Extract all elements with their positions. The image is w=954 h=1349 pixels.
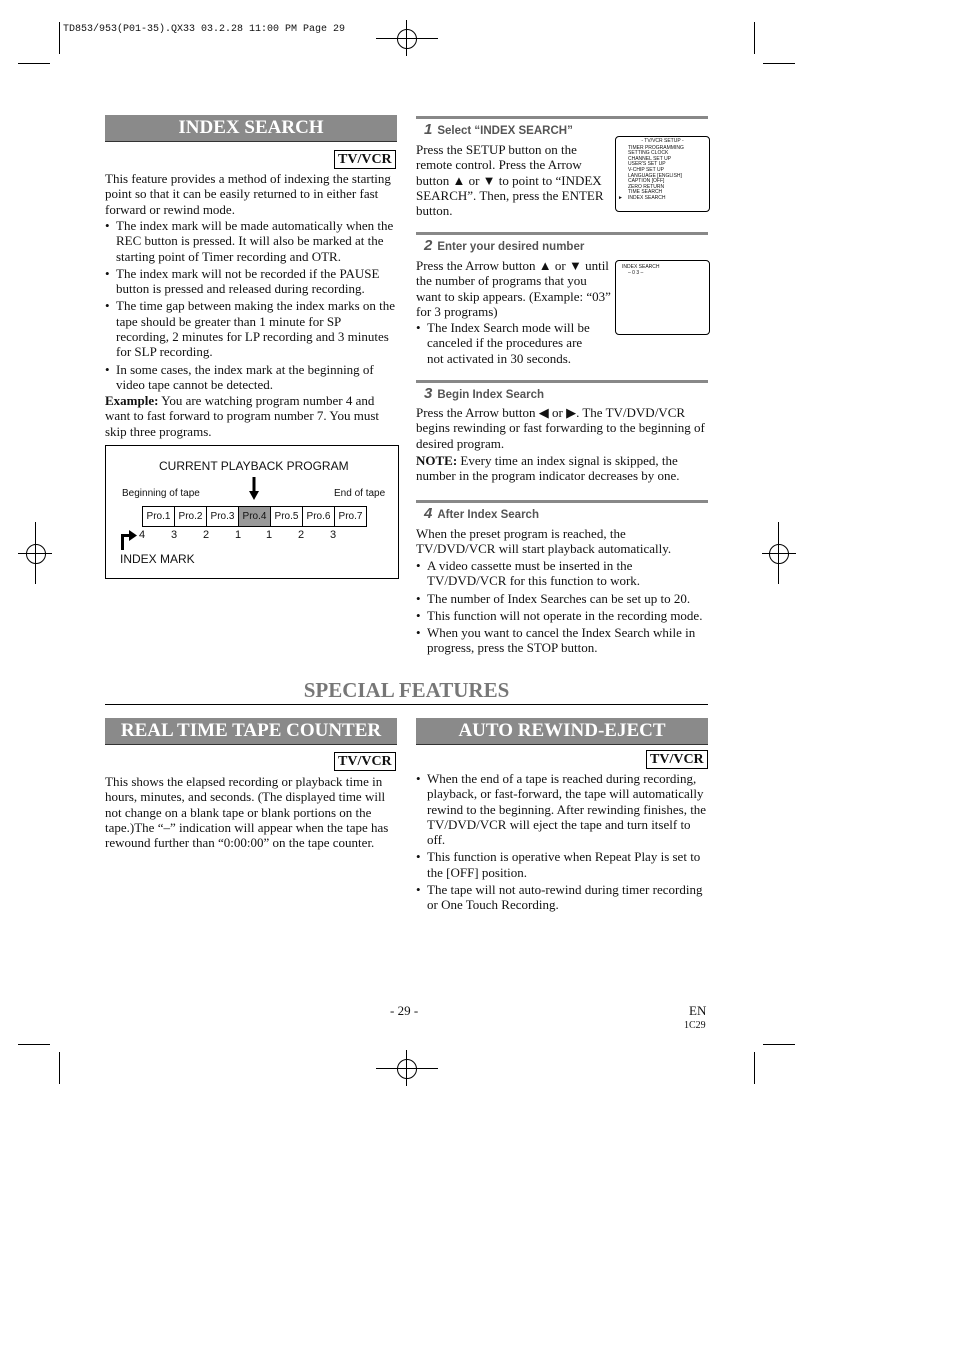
registration-line (376, 38, 438, 39)
step-rule (416, 500, 708, 503)
registration-line (778, 522, 779, 584)
registration-line (762, 553, 796, 554)
osd-value: – 0 3 – (628, 269, 644, 276)
step-title: Select “INDEX SEARCH” (437, 125, 573, 137)
step-number: 1 (424, 121, 433, 138)
osd-item: CHANNEL SET UP (628, 155, 672, 162)
step-title: Begin Index Search (437, 389, 545, 401)
skip-count: 3 (330, 529, 337, 541)
skip-count: 2 (203, 529, 210, 541)
list-item: • In some cases, the index mark at the beginning of video tape cannot be detected. (105, 362, 397, 393)
step-3-note (416, 453, 708, 484)
program-cell: Pro.3 (206, 506, 239, 527)
end-label: End of tape (334, 488, 386, 499)
crop-mark (59, 22, 60, 54)
special-features-title: SPECIAL FEATURES (303, 678, 510, 702)
index-mark-label: INDEX MARK (120, 552, 195, 566)
list-item: • When the end of a tape is reached during recording, playback, or fast-forward, the tape will automatically rewind to the beginning. After rewinding finishes, the TV/DVD/VCR will eject the tape and turn itself to off. (416, 771, 708, 847)
example-text: You are watching program number 4 and want to fast forward to program number 7. You must skip three programs. (105, 393, 380, 439)
document-code: 1C29 (684, 1020, 706, 1031)
osd-header: INDEX SEARCH (622, 264, 660, 270)
crop-mark (18, 1044, 50, 1045)
step-number: 4 (424, 505, 433, 522)
example-label: Example: (105, 393, 159, 408)
skip-count: 1 (235, 529, 242, 541)
index-diagram (105, 445, 399, 579)
index-search-title: INDEX SEARCH (105, 115, 397, 142)
registration-mark (397, 1059, 417, 1079)
index-search-bullets (105, 218, 397, 394)
osd-item: TIME SEARCH (628, 189, 663, 196)
step-1-heading (424, 121, 573, 138)
beginning-label: Beginning of tape (122, 488, 200, 499)
osd-item: LANGUAGE [ENGLISH] (628, 172, 682, 179)
index-search-intro: This feature provides a method of indexing the starting point so that it can be easily returned to in either fast forward or rewind mode. (105, 171, 391, 217)
language-code: EN (689, 1003, 707, 1018)
registration-mark (769, 544, 789, 564)
step-3-heading (424, 385, 544, 402)
skip-count: 2 (298, 529, 305, 541)
cursor-icon: ► (618, 194, 623, 201)
step-1-text: Press the SETUP button on the remote control. Press the Arrow button ▲ or ▼ to point to “INDEX SEARCH”. Then, press the ENTER button. (416, 142, 604, 219)
program-cell-current: Pro.4 (238, 506, 271, 527)
tape-counter-title: REAL TIME TAPE COUNTER (105, 718, 397, 745)
crop-mark (754, 1052, 755, 1084)
list-item: • This function is operative when Repeat Play is set to the [OFF] position. (416, 849, 708, 880)
osd-item: V-CHIP SET UP (628, 166, 664, 173)
osd-item: CAPTION [OFF] (628, 178, 665, 185)
crop-mark (763, 1044, 795, 1045)
page-number: - 29 - (390, 1003, 419, 1018)
osd-item: USER'S SET UP (628, 161, 666, 168)
note-label: NOTE: (416, 453, 458, 468)
index-search-badge: TV/VCR (334, 150, 396, 169)
list-item: • This function will not operate in the recording mode. (416, 608, 708, 623)
registration-line (406, 1050, 407, 1086)
crop-mark (18, 63, 50, 64)
step-4-bullets (416, 558, 708, 658)
bullet-text: The Index Search mode will be canceled if the procedures are not activated in 30 seconds. (427, 320, 590, 366)
registration-line (406, 20, 407, 56)
title-rule (105, 704, 708, 705)
list-item: • When you want to cancel the Index Search while in progress, press the STOP button. (416, 625, 708, 656)
program-cell: Pro.6 (302, 506, 335, 527)
crop-mark (59, 1052, 60, 1084)
index-mark-arrow-icon (119, 530, 139, 550)
list-item: • A video cassette must be inserted in the TV/DVD/VCR for this function to work. (416, 558, 708, 589)
auto-rewind-badge: TV/VCR (646, 750, 708, 769)
list-item: • The tape will not auto-rewind during timer recording or One Touch Recording. (416, 882, 708, 913)
step-4-text: When the preset program is reached, the TV/DVD/VCR will start playback automatically. (416, 526, 672, 557)
skip-count: 3 (171, 529, 178, 541)
auto-rewind-title: AUTO REWIND-EJECT (416, 718, 708, 745)
step-4-heading (424, 505, 539, 522)
index-search-screen (615, 260, 710, 335)
osd-header: - TV/VCR SETUP - (641, 138, 684, 144)
osd-item: TIMER PROGRAMMING (628, 144, 684, 151)
index-search-example (105, 393, 397, 439)
list-item: • The index mark will be made automatically when the REC button is pressed. It will also be marked at the starting point of Timer recording and OTR. (105, 218, 397, 264)
setup-menu-screen (615, 136, 710, 212)
list-item: • The time gap between making the index marks on the tape should be greater than 1 minute for SP recording, 2 minutes for LP recording and 3 minutes for SLP recording. (105, 298, 397, 359)
step-title: Enter your desired number (437, 241, 585, 253)
crop-mark (763, 63, 795, 64)
auto-rewind-bullets (416, 771, 708, 915)
crop-mark (754, 22, 755, 54)
program-cell: Pro.2 (174, 506, 207, 527)
registration-line (35, 522, 36, 584)
list-item: • The number of Index Searches can be set up to 20. (416, 591, 708, 606)
step-rule (416, 380, 708, 383)
registration-mark (397, 29, 417, 49)
tape-counter-badge: TV/VCR (334, 752, 396, 771)
program-cell: Pro.1 (142, 506, 175, 527)
step-rule (416, 116, 708, 119)
osd-item: INDEX SEARCH (628, 194, 666, 201)
current-program-label: CURRENT PLAYBACK PROGRAM (159, 459, 349, 473)
skip-count: 1 (266, 529, 273, 541)
note-text: Every time an index signal is skipped, the number in the program indicator decreases by one. (416, 453, 680, 484)
step-title: After Index Search (437, 509, 539, 521)
list-item: • The index mark will not be recorded if the PAUSE button is pressed and released during recording. (105, 266, 397, 297)
step-2-text: Press the Arrow button ▲ or ▼ until the number of programs that you want to skip appears. (Example: “03” for 3 programs) (416, 258, 611, 319)
step-rule (416, 232, 708, 235)
step-number: 2 (424, 237, 433, 254)
step-2-heading (424, 237, 584, 254)
skip-count: 4 (139, 529, 146, 541)
registration-line (376, 1068, 438, 1069)
program-cell: Pro.5 (270, 506, 303, 527)
step-3-text: Press the Arrow button ◀ or ▶. The TV/DVD/VCR begins rewinding or fast forwarding to the beginning of desired program. (416, 405, 705, 451)
print-header: TD853/953(P01-35).QX33 03.2.28 11:00 PM Page 29 (63, 24, 346, 35)
osd-item: ZERO RETURN (628, 183, 665, 190)
step-number: 3 (424, 385, 433, 402)
tape-counter-text: This shows the elapsed recording or playback time in hours, minutes, and seconds. (The displayed time will not change on a blank tape or blank portions on the tape.)The “–” indication will appear when the tape has rewound further than “0:00:00” on the tape counter. (105, 774, 389, 851)
program-cell: Pro.7 (334, 506, 367, 527)
osd-item: SETTING CLOCK (628, 150, 669, 157)
down-arrow-icon (249, 477, 259, 501)
registration-mark (26, 544, 46, 564)
